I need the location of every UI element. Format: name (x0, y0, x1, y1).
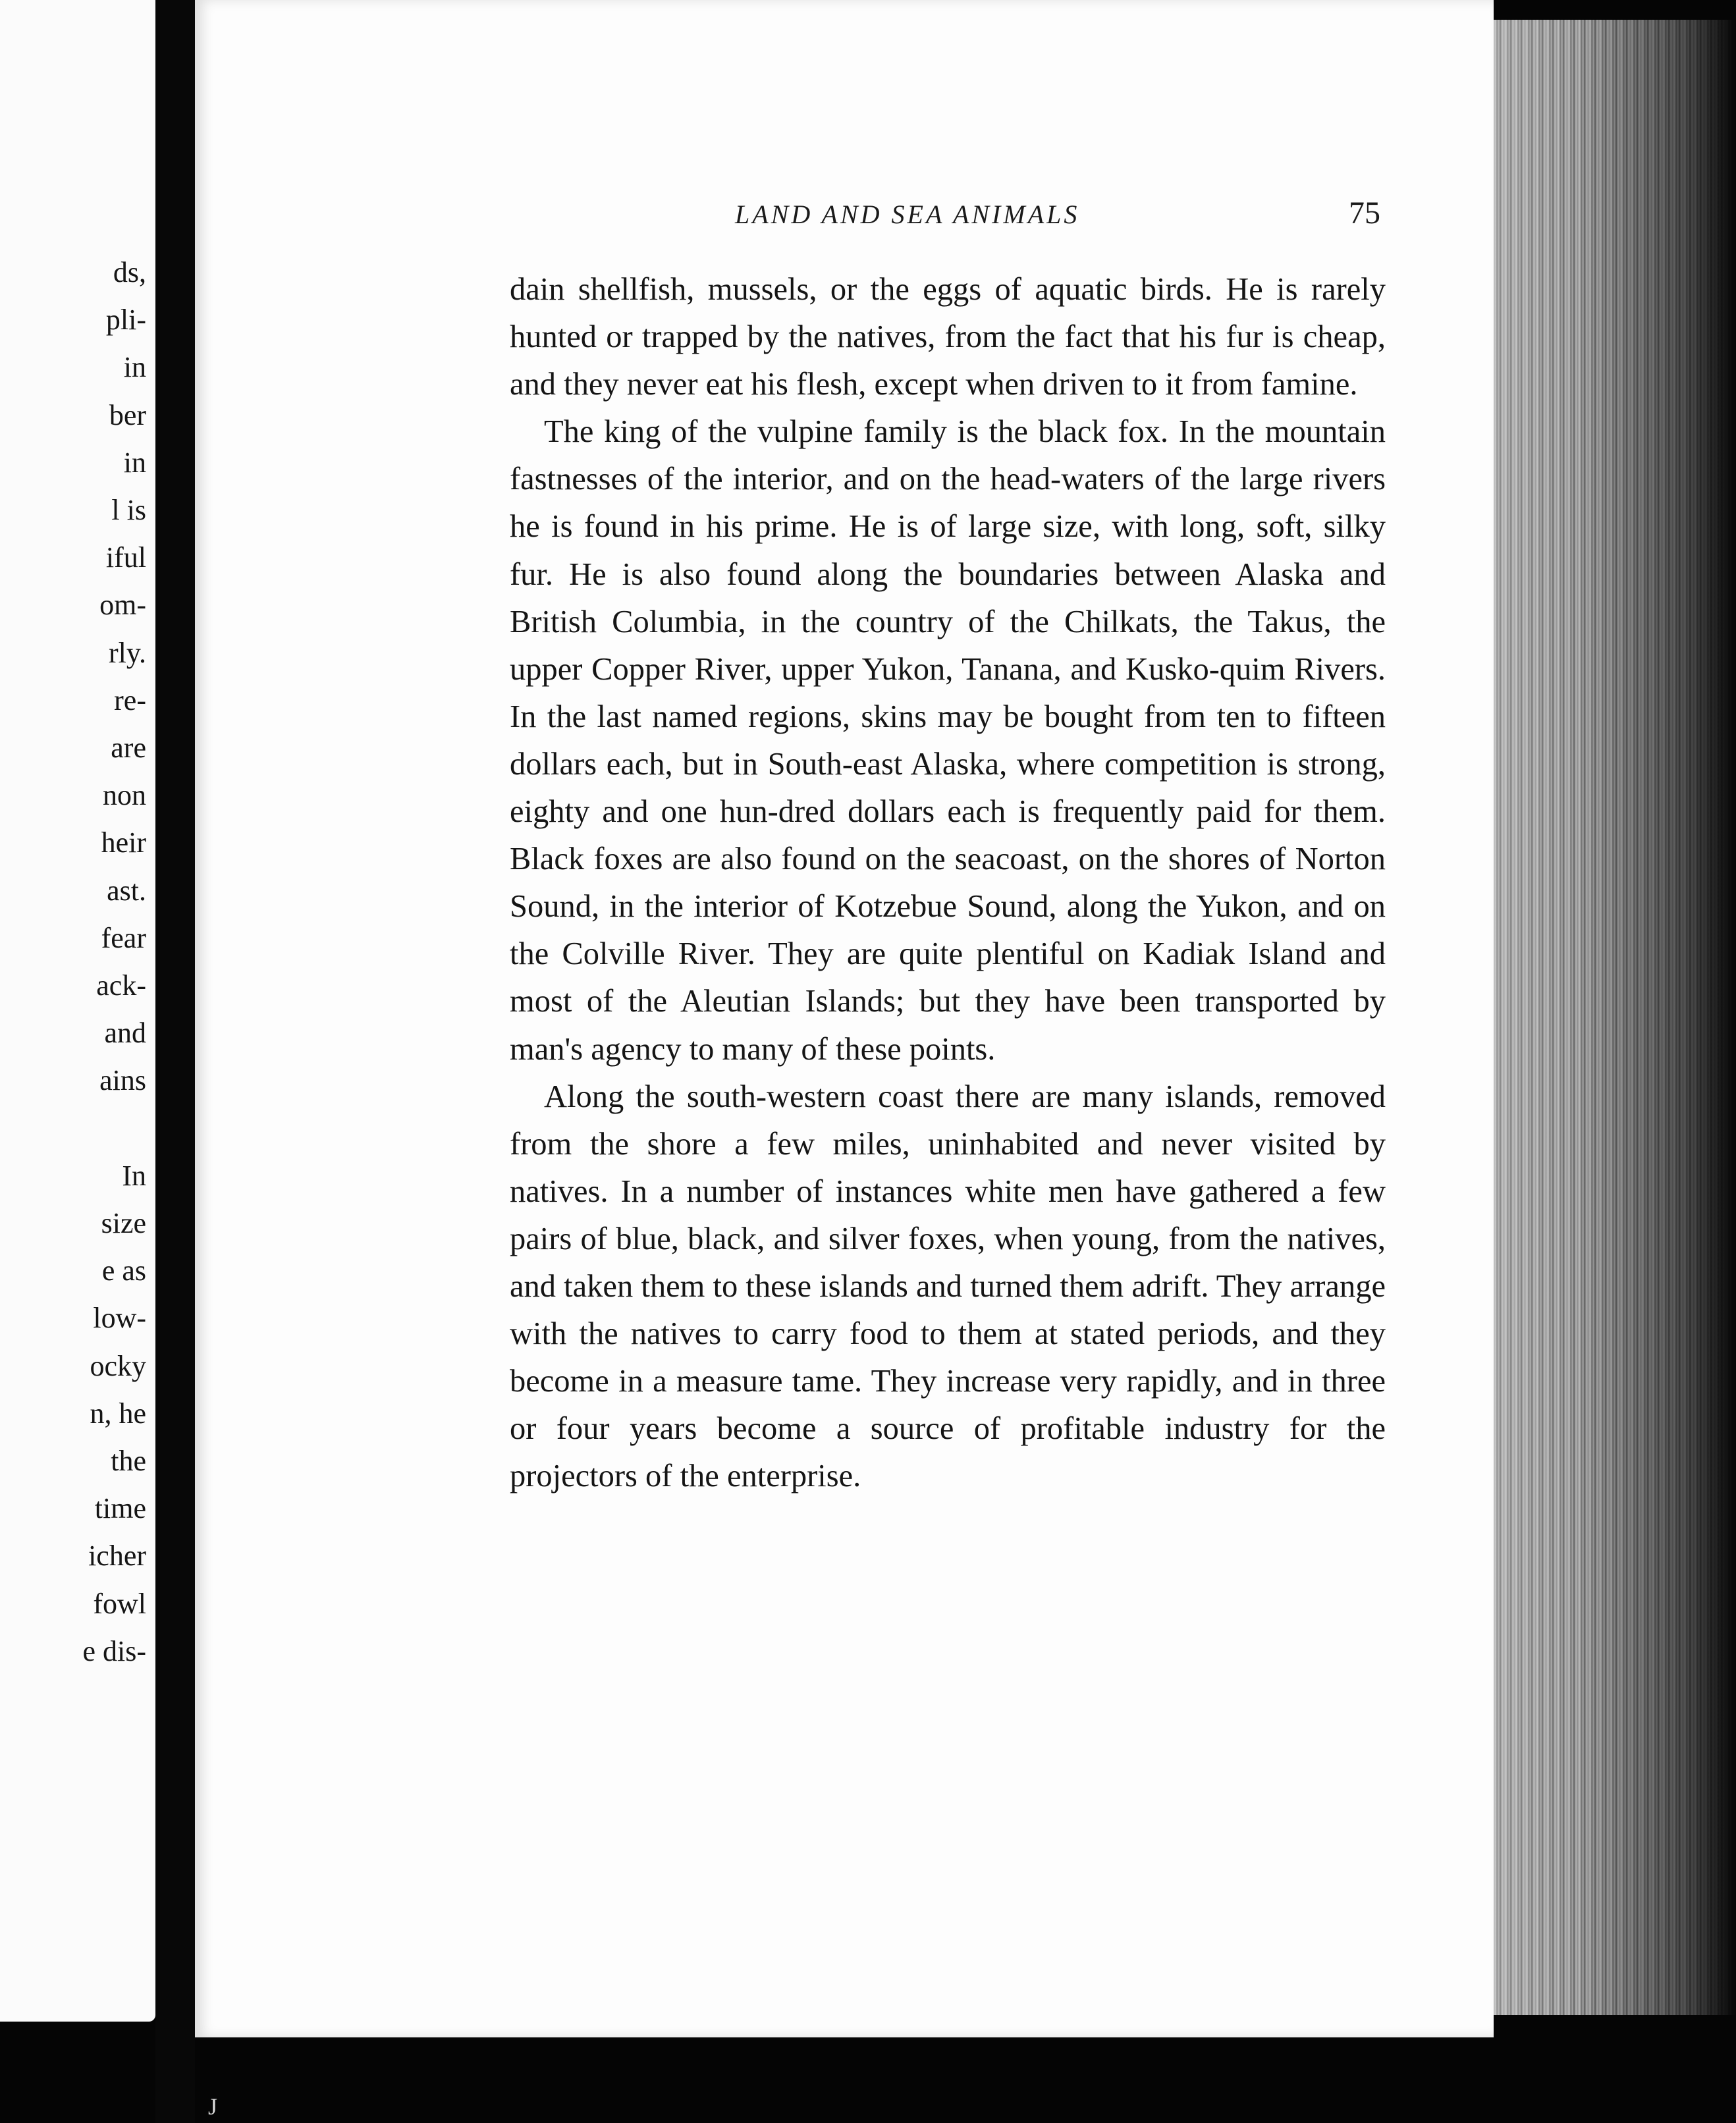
left-page-fragment: non (103, 779, 146, 812)
running-head (537, 196, 1380, 238)
left-page-fragment: the (111, 1445, 146, 1477)
page-edges-shadow (1494, 0, 1736, 2123)
running-head-title: LAND AND SEA ANIMALS (735, 200, 1080, 229)
book-gutter (155, 0, 195, 2123)
left-page-fragment: ocky (90, 1349, 146, 1382)
left-page-fragment: pli- (105, 304, 146, 336)
left-page-fragment: e as (101, 1254, 146, 1287)
page-edges-bottom-border (1494, 2015, 1736, 2123)
left-page-fragment: rly. (108, 636, 146, 669)
left-page-fragment: ack- (96, 969, 146, 1002)
left-page-fragment: fear (101, 921, 146, 954)
page-number: 75 (1349, 196, 1380, 230)
left-page-fragment: and (104, 1017, 146, 1050)
left-page-fragment: n, he (90, 1397, 146, 1430)
left-page-fragment: in (123, 446, 146, 479)
left-page-fragment: iful (105, 541, 146, 574)
left-page-fragment: are (111, 732, 146, 764)
paragraph-1: dain shellfish, mussels, or the eggs of aquatic birds. He is rarely hunted or trapped by the natives, from the fact that his fur is cheap, and they never eat his flesh, except when driven to it from famine. (510, 272, 1386, 402)
left-page-fragment: low- (93, 1302, 146, 1335)
left-page-fragment: In (122, 1159, 146, 1192)
left-page-fragment: in (123, 351, 146, 384)
left-page-fragment: e dis- (82, 1634, 146, 1667)
body-text (510, 266, 1386, 1500)
page-edges-top-border (1494, 0, 1736, 20)
left-page-fragment: heir (101, 826, 146, 859)
left-page-fragment: ds, (113, 256, 146, 288)
left-page-fragment: l is (111, 494, 146, 526)
main-page (195, 0, 1494, 2037)
left-page-fragment: ast. (107, 874, 146, 907)
paragraph-3: Along the south-western coast there are many islands, removed from the shore a few miles, uninhabited and never visited by natives. In a number of instances white men have gathered a few pairs of blue, black, and silver foxes, when young, from the natives, and taken them to these islands and turned them adrift. They arrange with the natives to carry food to them at stated periods, and they become in a measure tame. They increase very rapidly, and in three or four years become a source of profitable industry for the projectors of the enterprise. (510, 1079, 1386, 1494)
left-page-fragment: ber (109, 398, 146, 431)
left-page-fragment: size (101, 1207, 146, 1239)
left-page-fragment: fowl (93, 1587, 146, 1620)
bottom-scan-mark: J (208, 2093, 218, 2120)
left-page-fragment: icher (88, 1540, 146, 1572)
left-page-fragment: time (94, 1492, 146, 1525)
left-page-fragment: om- (99, 589, 146, 622)
left-page-fragment: re- (114, 684, 146, 716)
left-facing-page (0, 0, 155, 2022)
left-page-fragment: ains (99, 1064, 146, 1097)
paragraph-2: The king of the vulpine family is the black fox. In the mountain fastnesses of the interior, and on the head-waters of the large rivers he is found in his prime. He is of large size, with long, soft, silky fur. He is also found along the boundaries between Alaska and British Columbia, in the country of the Chilkats, the Takus, the upper Copper River, upper Yukon, Tanana, and Kusko-quim Rivers. In the last named regions, skins may be bought from ten to fifteen dollars each, but in South-east Alaska, where competition is strong, eighty and one hun-dred dollars each is frequently paid for them. Black foxes are also found on the seacoast, on the shores of Norton Sound, in the interior of Kotzebue Sound, along the Yukon, and on the Colville River. They are quite plentiful on Kadiak Island and most of the Aleutian Islands; but they have been transported by man's agency to many of these points. (510, 414, 1386, 1067)
left-page-line-fragments (0, 0, 155, 2022)
